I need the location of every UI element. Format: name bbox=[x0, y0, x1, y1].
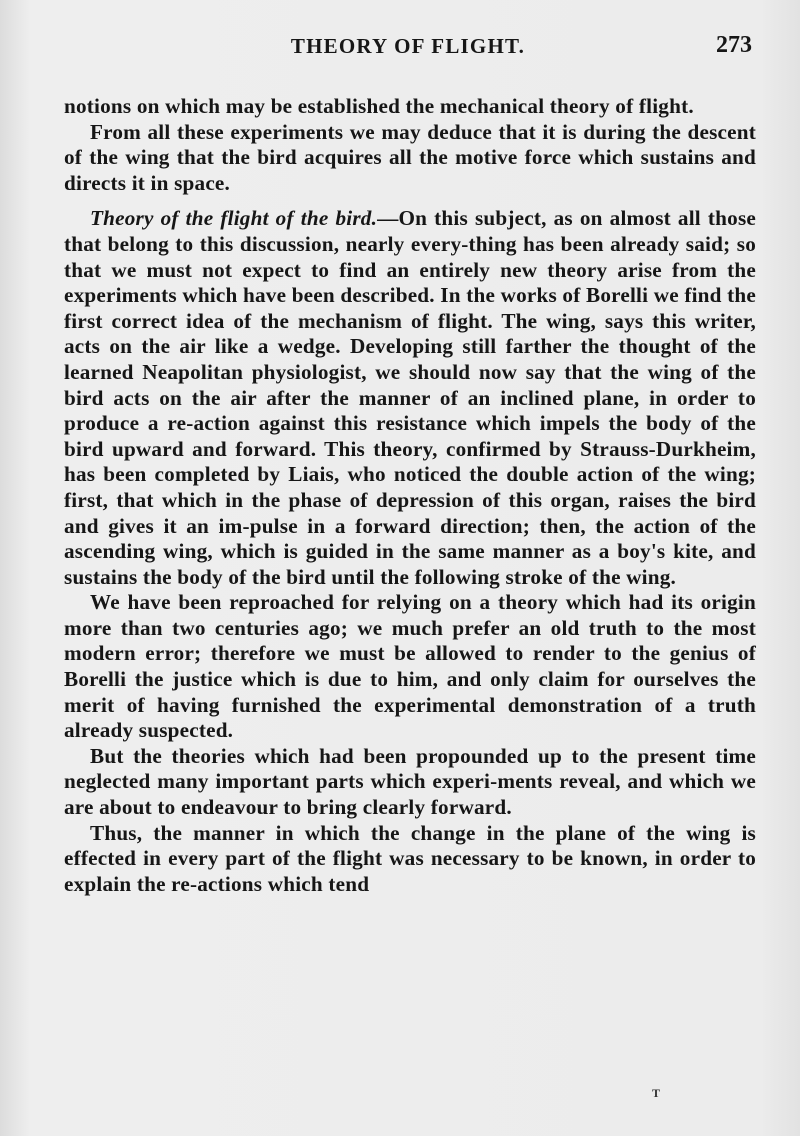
paragraph-text: —On this subject, as on almost all those that belong to this discussion, nearly every-thing has been already said; so that we must not expect to find an entirely new theory arise from the experiments which have been described. In the works of Borelli we find the first correct idea of the mechanism of flight. The wing, says this writer, acts on the air like a wedge. Developing still farther the thought of the learned Neapolitan physiologist, we should now say that the wing of the bird acts on the air after the manner of an inclined plane, in order to produce a re-action against this resistance which impels the body of the bird upward and forward. This theory, confirmed by Strauss-Durkheim, has been completed by Liais, who noticed the double action of the wing; first, that which in the phase of depression of this organ, raises the bird and gives it an im-pulse in a forward direction; then, the action of the ascending wing, which is guided in the same manner as a boy's kite, and sustains the body of the bird until the following stroke of the wing. bbox=[64, 206, 756, 589]
paragraph-text: notions on which may be established the mechanical theory of flight. bbox=[64, 94, 694, 118]
paragraph-text: Thus, the manner in which the change in the plane of the wing is effected in every part of the flight was necessary to be known, in order to explain the re-actions which tend bbox=[64, 820, 756, 896]
paragraph bbox=[64, 590, 756, 744]
paragraph-text: We have been reproached for relying on a theory which had its origin more than two centuries ago; we much prefer an old truth to the most modern error; therefore we must be allowed to render to the genius of Borelli the justice which is due to him, and only claim for ourselves the merit of having furnished the experimental demonstration of a truth already suspected. bbox=[64, 590, 756, 743]
paragraph-section bbox=[64, 206, 756, 590]
page-header bbox=[62, 34, 754, 66]
paragraph bbox=[64, 120, 756, 197]
page-number: 273 bbox=[716, 32, 752, 58]
section-title: Theory of the flight of the bird. bbox=[90, 206, 378, 231]
paragraph-text: From all these experiments we may deduce that it is during the descent of the wing that the bird acquires all the motive force which sustains and directs it in space. bbox=[64, 119, 756, 195]
paragraph-text: But the theories which had been propounded up to the present time neglected many important parts which experi-ments reveal, and which we are about to endeavour to bring clearly forward. bbox=[64, 743, 756, 820]
body-text bbox=[64, 94, 756, 897]
running-title: THEORY OF FLIGHT. bbox=[290, 34, 526, 58]
paragraph-continuation bbox=[64, 94, 756, 120]
paragraph bbox=[64, 744, 756, 821]
paragraph bbox=[64, 821, 756, 898]
signature-mark: T bbox=[652, 1086, 661, 1100]
